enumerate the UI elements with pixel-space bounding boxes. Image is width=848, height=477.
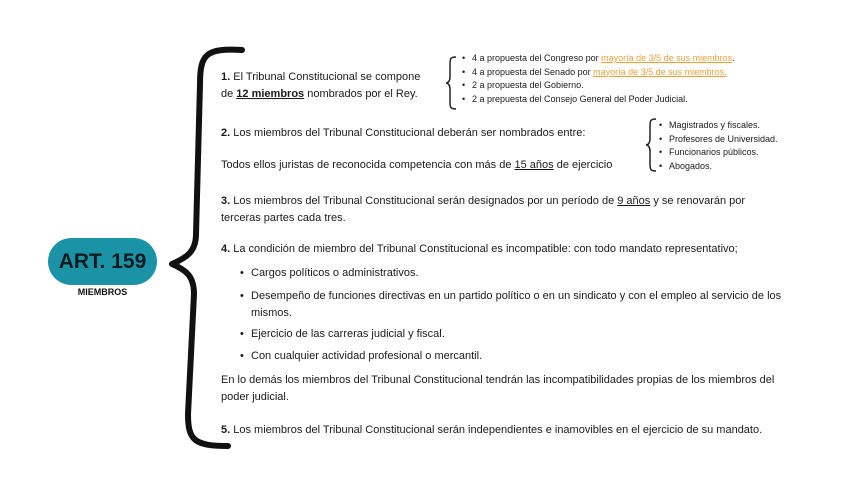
p2-number: 2. bbox=[221, 127, 231, 139]
list-item: • 4 a propuesta del Senado por mayoría de 3/5 de sus miembros. bbox=[460, 66, 735, 80]
list-item: • 4 a propuesta del Congreso por mayoría de 3/5 de sus miembros. bbox=[460, 52, 735, 66]
article-badge bbox=[48, 238, 157, 285]
list-item: • Profesores de Universidad. bbox=[657, 133, 778, 147]
list-item: • Ejercicio de las carreras judicial y fiscal. bbox=[221, 326, 445, 343]
p4-text: La condición de miembro del Tribunal Constitucional es incompatible: con todo mandato representativo; bbox=[230, 243, 738, 255]
article-title: ART. 159 bbox=[58, 249, 147, 273]
majority-link[interactable]: mayoría de 3/5 de sus miembros. bbox=[593, 66, 727, 77]
majority-link[interactable]: mayoría de 3/5 de sus miembros bbox=[601, 53, 733, 63]
p4-item-4 bbox=[221, 348, 482, 365]
p1-proposals-list bbox=[460, 52, 735, 106]
p4-incompatibilities-list bbox=[221, 265, 419, 282]
article-subtitle: MIEMBROS bbox=[77, 287, 128, 297]
p1-text: El Tribunal Constitucional se compone bbox=[230, 71, 421, 83]
list-item: • Con cualquier actividad profesional o mercantil. bbox=[221, 348, 482, 365]
p3-line2: terceras partes cada tres. bbox=[221, 212, 346, 224]
list-item: • Abogados. bbox=[657, 160, 778, 174]
p2-line1 bbox=[221, 125, 585, 142]
p3-number: 3. bbox=[221, 195, 231, 207]
list-item: • Funcionarios públicos. bbox=[657, 146, 778, 160]
p5-number: 5. bbox=[221, 424, 231, 436]
p3-line1: 3. Los miembros del Tribunal Constitucional serán designados por un período de 9 años y se renovarán por bbox=[221, 195, 746, 207]
list-item: • Cargos políticos o administrativos. bbox=[221, 265, 419, 282]
p1-de: de bbox=[221, 88, 237, 100]
p4-number: 4. bbox=[221, 243, 231, 255]
p4-item-2-cont: mismos. bbox=[251, 307, 292, 319]
small-brace-icon bbox=[444, 55, 458, 111]
p4-item-2 bbox=[221, 288, 781, 305]
p2-candidates-list bbox=[657, 119, 778, 173]
p4-closing-line1: En lo demás los miembros del Tribunal Constitucional tendrán las incompatibilidades propias de los miembros del bbox=[221, 374, 775, 386]
list-item: • 2 a propuesta del Gobierno. bbox=[460, 79, 735, 93]
p5-text: Los miembros del Tribunal Constitucional serán independientes e inamovibles en el ejercicio de su mandato. bbox=[230, 424, 763, 436]
list-item: • Desempeño de funciones directivas en un partido político o en un sindicato y con el empleo al servicio de los bbox=[221, 288, 781, 305]
p1-rest: nombrados por el Rey. bbox=[304, 88, 418, 100]
p3-years: 9 años bbox=[617, 195, 651, 207]
p4-closing-line2: poder judicial. bbox=[221, 391, 289, 403]
p2-text: Los miembros del Tribunal Constitucional deberán ser nombrados entre: bbox=[230, 127, 586, 139]
list-item: • 2 a prepuesta del Consejo General del Poder Judicial. bbox=[460, 93, 735, 107]
small-brace-icon bbox=[644, 117, 658, 173]
p4-item-3 bbox=[221, 326, 445, 343]
p2-years: 15 años bbox=[514, 159, 554, 171]
list-item: • Magistrados y fiscales. bbox=[657, 119, 778, 133]
p1-line1 bbox=[221, 69, 420, 86]
p4-line1 bbox=[221, 241, 738, 258]
p5-line1 bbox=[221, 422, 762, 439]
p1-line2 bbox=[221, 86, 418, 103]
p1-number: 1. bbox=[221, 71, 231, 83]
p1-members-count: 12 miembros bbox=[236, 88, 305, 100]
p2-line2: Todos ellos juristas de reconocida competencia con más de 15 años de ejercicio bbox=[221, 159, 613, 171]
